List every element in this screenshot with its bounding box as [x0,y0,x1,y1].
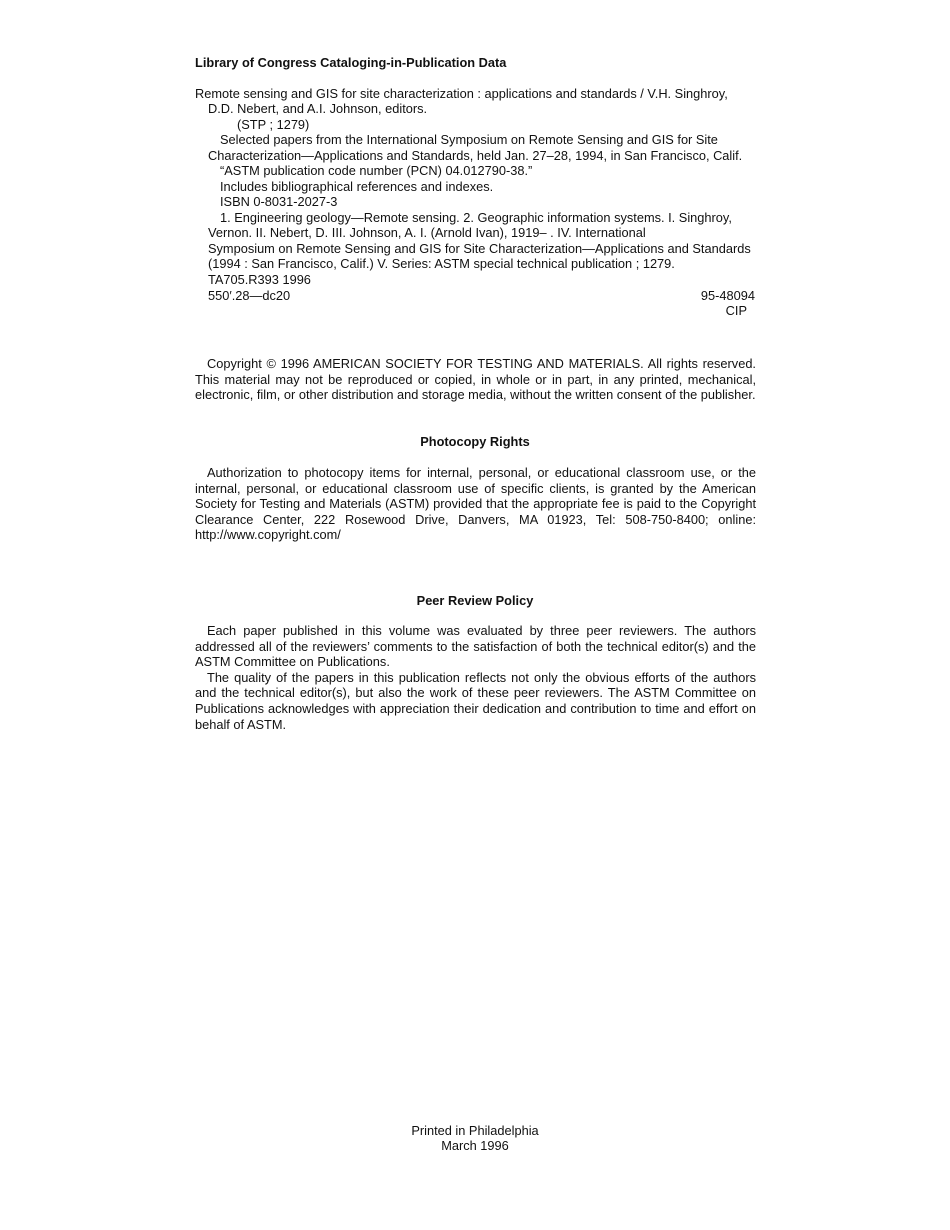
cip-line: Characterization—Applications and Standards, held Jan. 27–28, 1994, in San Francisco, Calif. [208,148,743,163]
cip-line: (1994 : San Francisco, Calif.) V. Series: ASTM special technical publication ; 1279. [208,256,675,271]
photocopy-heading: Photocopy Rights [420,434,530,449]
peer-review-paragraph: The quality of the papers in this publication reflects not only the obvious efforts of the authors and the technical editor(s), but also the work of these peer reviewers. The ASTM Committee on Publications acknowledges with appreciation their dedication and contribution to time and effort on behalf of ASTM. [195,669,756,732]
photocopy-section [195,465,756,543]
photocopy-text: Authorization to photocopy items for internal, personal, or educational classroom use, or the internal, personal, or educational classroom use of specific clients, is granted by the American Society for Testing and Materials (ASTM) provided that the appropriate fee is paid to the Copyright Clearance Center, 222 Rosewood Drive, Danvers, MA 01923, Tel: 508-750-8400; online: http://www.copyright.com/ [195,465,756,543]
imprint-place: Printed in Philadelphia [411,1123,539,1138]
cip-line: (STP ; 1279) [237,117,310,132]
cip-line: TA705.R393 1996 [208,272,311,287]
peer-review-heading: Peer Review Policy [416,593,534,608]
cip-line: Vernon. II. Nebert, D. III. Johnson, A. I. (Arnold Ivan), 1919– . IV. International [208,225,646,240]
cip-heading: Library of Congress Cataloging-in-Publication Data [195,55,507,70]
peer-review-section [195,623,756,732]
cip-line: Selected papers from the International Symposium on Remote Sensing and GIS for Site [220,132,718,147]
cip-line: 1. Engineering geology—Remote sensing. 2. Geographic information systems. I. Singhroy, [220,210,732,225]
cip-line: D.D. Nebert, and A.I. Johnson, editors. [208,101,428,116]
cip-lccn: 95-48094 [700,288,755,303]
cip-label: CIP [725,303,747,318]
cip-line: Remote sensing and GIS for site characterization : applications and standards / V.H. Singhroy, [195,86,728,101]
cip-line: ISBN 0-8031-2027-3 [220,194,338,209]
cip-line: Includes bibliographical references and indexes. [220,179,494,194]
imprint-date: March 1996 [441,1138,509,1153]
copyright-text: Copyright © 1996 AMERICAN SOCIETY FOR TESTING AND MATERIALS. All rights reserved. This material may not be reproduced or copied, in whole or in part, in any printed, mechanical, electronic, film, or other distribution and storage media, without the written consent of the publisher. [195,356,756,403]
cip-line: “ASTM publication code number (PCN) 04.012790-38.” [220,163,533,178]
cip-dewey: 550′.28—dc20 [208,288,291,303]
copyright-notice [195,356,756,403]
peer-review-paragraph: Each paper published in this volume was evaluated by three peer reviewers. The authors addressed all of the reviewers’ comments to the satisfaction of both the technical editor(s) and the ASTM Committee on Publications. [195,623,756,670]
cip-line: Symposium on Remote Sensing and GIS for Site Characterization—Applications and Standards [208,241,751,256]
